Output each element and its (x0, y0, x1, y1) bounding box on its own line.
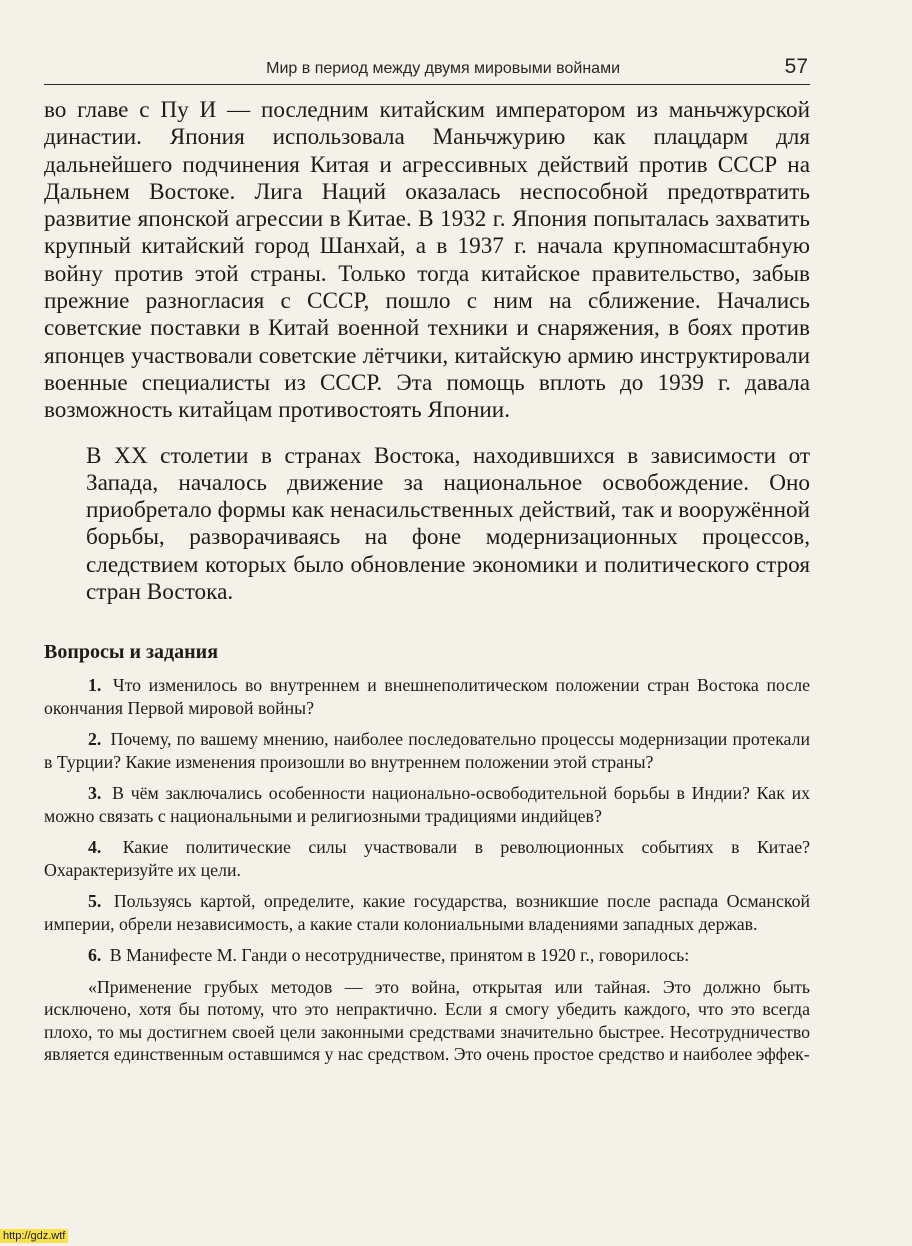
question-text: Что изменилось во внутреннем и внешнеполитическом положении стран Востока после окончания Первой мировой войны? (44, 675, 810, 718)
question-number: 6. (88, 945, 102, 966)
question-number: 2. (88, 729, 102, 750)
summary-paragraph: В XX столетии в странах Востока, находившихся в зависимости от Запада, началось движение за национальное освобождение. Оно приобретало формы как ненасильственных действий, так и вооружённой борьбы, разворачиваясь на фоне модернизационных процессов, следствием которых было обновление экономики и политического строя стран Востока. (86, 442, 810, 606)
question-number: 3. (88, 783, 102, 804)
running-header (44, 56, 810, 85)
question-number: 4. (88, 837, 102, 858)
question-text: Почему, по вашему мнению, наиболее последовательно процессы модернизации протекали в Турции? Какие изменения произошли во внутреннем положении этой страны? (44, 729, 810, 772)
page-number: 57 (784, 55, 808, 78)
question-text: Пользуясь картой, определите, какие государства, возникшие после распада Османской империи, обрели независимость, а какие стали колониальными владениями западных держав. (44, 891, 810, 934)
page-content (44, 97, 810, 1066)
question-text: В Манифесте М. Ганди о несотрудничестве, принятом в 1920 г., говорилось: (109, 945, 690, 966)
question-number: 5. (88, 891, 102, 912)
question-number: 1. (88, 675, 102, 696)
question-item (44, 890, 810, 935)
body-paragraph: во главе с Пу И — последним китайским императором из маньчжурской династии. Япония использовала Маньчжурию как плацдарм для дальнейшего подчинения Китая и агрессивных действий против СССР на Дальнем Востоке. Лига Наций оказалась неспособной предотвратить развитие японской агрессии в Китае. В 1932 г. Япония попыталась захватить крупный китайский город Шанхай, а в 1937 г. начала крупномасштабную войну против этой страны. Только тогда китайское правительство, забыв прежние разногласия с СССР, пошло с ним на сближение. Начались советские поставки в Китай военной техники и снаряжения, в боях против японцев участвовали советские лётчики, китайскую армию инструктировали военные специалисты из СССР. Эта помощь вплоть до 1939 г. давала возможность китайцам противостоять Японии. (44, 97, 810, 424)
questions-heading: Вопросы и задания (44, 641, 219, 664)
question-text: В чём заключались особенности национально-освободительной борьбы в Индии? Как их можно связать с национальными и религиозными традициями индийцев? (44, 783, 810, 826)
question-item (44, 674, 810, 719)
watermark-link[interactable]: http://gdz.wtf (0, 1229, 68, 1243)
question-item (44, 782, 810, 827)
question-text: Какие политические силы участвовали в революционных событиях в Китае? Охарактеризуйте их цели. (44, 837, 810, 880)
question-item (44, 836, 810, 881)
manifesto-quote: «Применение грубых методов — это война, открытая или тайная. Это должно быть исключено, хотя бы потому, что это непрактично. Если я смогу убедить каждого, что это всегда плохо, то мы достигнем своей цели законными средствами значительно быстрее. Несотрудничество является единственным оставшимся у нас средством. Это очень простое средство и наиболее эффек- (44, 976, 810, 1065)
header-title: Мир в период между двумя мировыми войнами (266, 60, 620, 77)
question-item (44, 944, 810, 967)
question-item (44, 728, 810, 773)
